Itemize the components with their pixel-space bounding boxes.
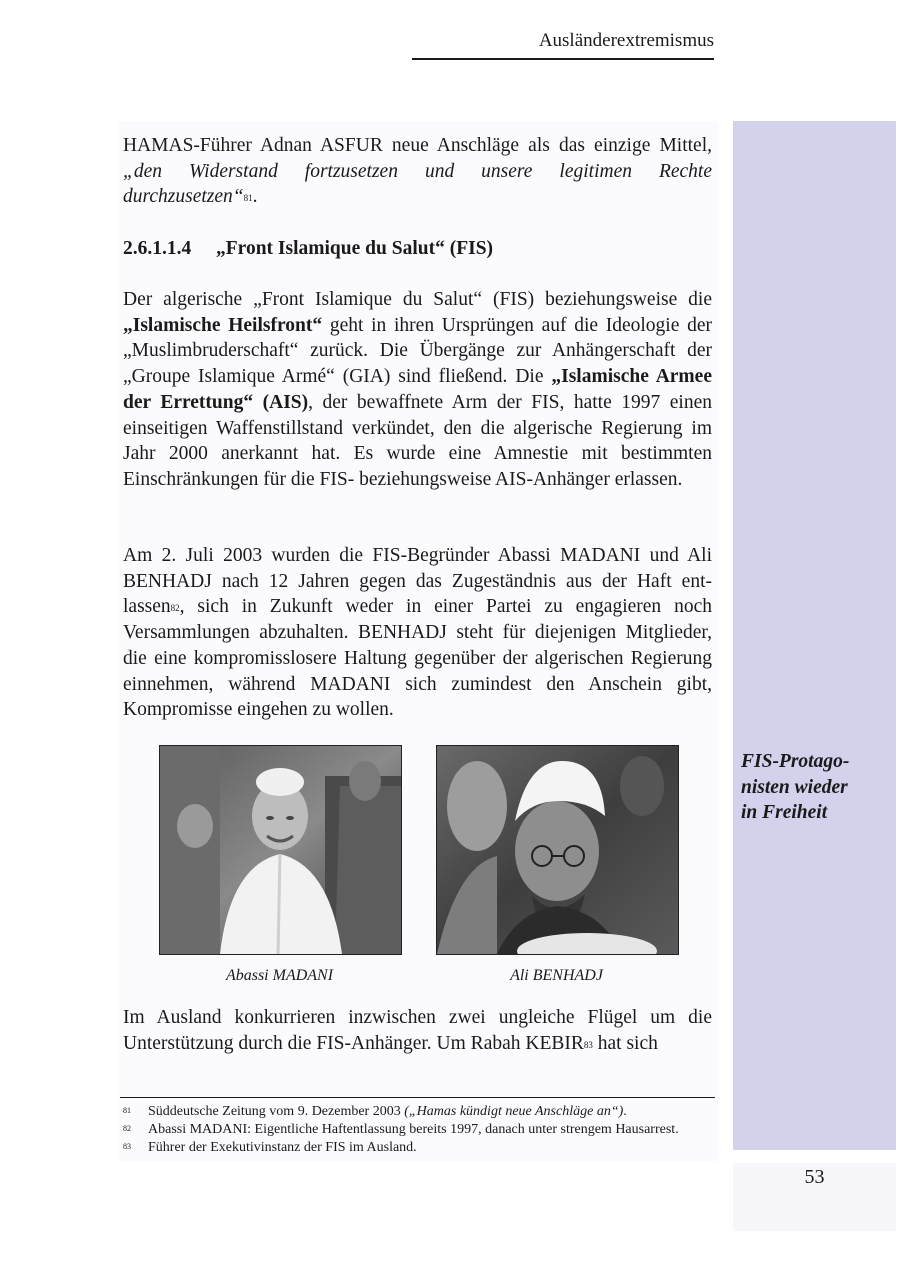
paragraph-text: hat sich: [592, 1032, 658, 1054]
paragraph-text: .: [252, 186, 258, 208]
footnote-rule: [120, 1097, 715, 1098]
paragraph-hamas: [123, 133, 712, 210]
footnotes: [123, 1103, 715, 1157]
quote: „den Widerstand fortzusetzen und unsere legitimen Rechte durchzusetzen“: [123, 160, 712, 208]
caption-madani: Abassi MADANI: [225, 967, 334, 984]
bold-term: „Islamische Heilsfront“: [123, 314, 323, 336]
photo-ali-benhadj: [436, 745, 679, 955]
footnote: [123, 1121, 715, 1139]
footnote-ref: 82: [170, 603, 180, 614]
caption-benhadj: Ali BENHADJ: [510, 967, 603, 984]
footnote-text: Abassi MADANI: Eigentliche Haftentlassung bereits 1997, danach unter strengem Hausarrest.: [148, 1122, 679, 1137]
paragraph-abroad: [123, 1005, 712, 1056]
paragraph-text: HAMAS-Führer Adnan ASFUR neue Anschläge als das einzige Mittel,: [123, 135, 712, 156]
paragraph-text: Am 2. Juli 2003 wurden die FIS-Begründer Abassi MADANI und Ali BENHADJ nach 12 Jahren gegen das Zugeständnis aus der Haft entlassen: [123, 545, 712, 618]
section-number: 2.6.1.1.4: [123, 238, 192, 259]
paragraph-fis: [123, 287, 712, 493]
footnote-ref: 81: [243, 193, 253, 204]
footnote-text: Süddeutsche Zeitung vom 9. Dezember 2003: [148, 1104, 405, 1119]
paragraph-text: Im Ausland konkurrieren inzwischen zwei ungleiche Flügel um die Unterstützung durch die FIS-Anhänger. Um Rabah KEBIR: [123, 1007, 712, 1054]
margin-note-line: in Freiheit: [741, 802, 828, 823]
paragraph-text: geht in ihren Ursprüngen auf die Ideologie der „Muslimbruderschaft“ zurück. Die Übergänge zur Anhängerschaft der „Groupe Islamique Armé“ (GIA) sind fließend. Die: [123, 314, 712, 388]
margin-note-line: nisten wieder: [741, 776, 848, 798]
paragraph-text: , sich in Zukunft weder in einer Partei zu engagieren noch Versammlungen abzuhalten. BENHADJ steht für diejenigen Mitglieder, die eine kompromisslosere Haltung gegenüber der algerischen Regierung einnehmen, während MADANI sich zumindest den Anschein gibt, Kompromisse eingehen zu wollen.: [123, 596, 712, 721]
margin-sidebar: [733, 121, 896, 1150]
footnote-number: 83: [123, 1142, 131, 1151]
footnote-text: Führer der Exekutivinstanz der FIS im Ausland.: [148, 1140, 417, 1155]
footnote: [123, 1103, 715, 1121]
footnote-italic: („Hamas kündigt neue Anschläge an“): [404, 1104, 624, 1119]
footnote: [123, 1139, 715, 1157]
paragraph-release: [123, 543, 712, 723]
bold-term: „Islamische Armee der Errettung“ (AIS): [123, 366, 712, 413]
page-number: 53: [804, 1166, 825, 1188]
section-title: „Front Islamique du Salut“ (FIS): [216, 238, 494, 259]
margin-note: [741, 749, 891, 826]
footnote-text: .: [623, 1104, 627, 1119]
footnote-number: 81: [123, 1106, 131, 1115]
section-heading: [123, 236, 712, 262]
photo-benhadj-image: [437, 746, 678, 954]
photo-madani-image: [160, 746, 401, 954]
photo-abassi-madani: [159, 745, 402, 955]
running-header: Ausländerextremismus: [412, 30, 714, 60]
footnote-ref: 83: [583, 1039, 593, 1050]
paragraph-text: , der bewaffnete Arm der FIS, hatte 1997 einen einseitigen Waffenstillstand verkündet, den die algerische Regierung im Jahr 2000 anerkannt hat. Es wurde eine Amnestie mit bestimmten Einschränkungen für die FIS- beziehungsweise AIS-Anhänger erlassen.: [123, 391, 712, 490]
paragraph-text: Der algerische „Front Islamique du Salut“ (FIS) beziehungsweise die: [123, 289, 712, 310]
footnote-number: 82: [123, 1124, 131, 1133]
margin-note-line: FIS-Protago-: [741, 751, 850, 772]
